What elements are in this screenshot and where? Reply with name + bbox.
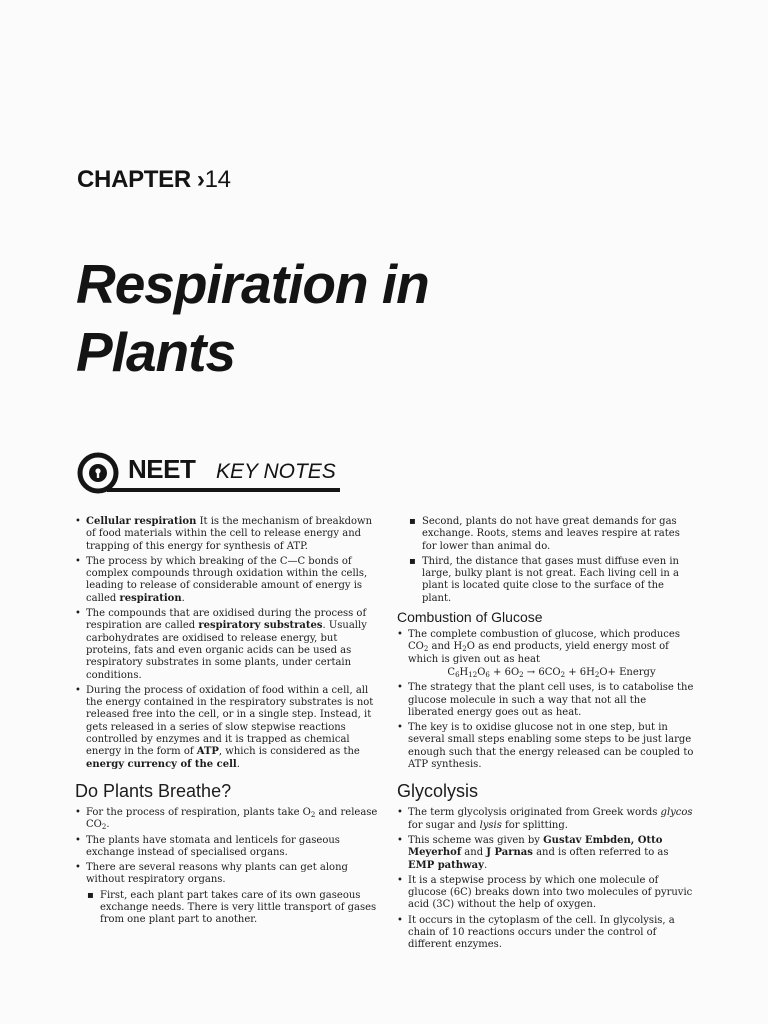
section-heading-glycolysis: Glycolysis	[397, 781, 479, 802]
sub-list-item: ▪ Third, the distance that gases must diffuse even in large, bulky plant is not great. Each living cell in a plant is located quite close to the surface of the plant.	[397, 556, 695, 605]
neet-key-notes-banner	[76, 451, 344, 497]
list-item: • It is a stepwise process by which one molecule of glucose (6C) breaks down into two molecules of pyruvic acid (3C) without the help of oxygen.	[397, 875, 695, 912]
neet-label: NEET	[128, 454, 196, 484]
list-item: • This scheme was given by Gustav Embden, Otto Meyerhof and J Parnas and is often referred to as EMP pathway.	[397, 835, 695, 872]
list-item: • For the process of respiration, plants take $O_2$ and release $CO_2$.	[75, 807, 380, 832]
sub-list-item: ▪ First, each plant part takes care of its own gaseous exchange needs. There is very little transport of gases from one plant part to another.	[75, 890, 380, 927]
list-item: • The process by which breaking of the C—C bonds of complex compounds through oxidation within the cells, leading to release of considerable amount of energy is called respiration.	[75, 556, 380, 605]
section-heading-breathe: Do Plants Breathe?	[75, 780, 232, 801]
list-item: • The key is to oxidise glucose not in one step, but in several small steps enabling some steps to be just large enough such that the energy released can be coupled to ATP synthesis.	[397, 722, 695, 771]
list-item: • During the process of oxidation of food within a cell, all the energy contained in the respiratory substrates is not released free into the cell, or in a single step. Instead, it gets released in a series of slow stepwise reactions controlled by enzymes and it is trapped as chemical energy in the form of ATP, which is considered as the energy currency of the cell.	[75, 685, 380, 771]
glucose-combustion-equation: $C_6H_{12}O_6 + 6O_2 \to 6CO_2 + 6H_2O+$ Energy	[447, 666, 656, 679]
list-item: • Cellular respiration It is the mechanism of breakdown of food materials within the cell to release energy and trapping of this energy for synthesis of ATP.	[75, 516, 380, 553]
list-item: • There are several reasons why plants can get along without respiratory organs.	[75, 862, 380, 887]
right-column	[397, 516, 695, 955]
list-item: • It occurs in the cytoplasm of the cell. In glycolysis, a chain of 10 reactions occurs under the control of different enzymes.	[397, 915, 695, 952]
page-title: Respiration in Plants	[76, 253, 429, 383]
list-item: • The complete combustion of glucose, which produces $CO_2$ and $H_2O$ as end products, yield energy most of which is given out as heat $C_6H_{12}O_6 + 6O_2 \to 6CO_2 + 6H_2O+$ Energy	[397, 629, 695, 679]
list-item: • The term glycolysis originated from Greek words glycos for sugar and lysis for splitting.	[397, 807, 695, 832]
sub-list-item: ▪ Second, plants do not have great demands for gas exchange. Roots, stems and leaves respire at rates for lower than animal do.	[397, 516, 695, 553]
section-heading-combustion: Combustion of Glucose	[397, 609, 543, 626]
chapter-label: CHAPTER ›14	[77, 166, 231, 193]
list-item: • The strategy that the plant cell uses, is to catabolise the glucose molecule in such a way that not all the liberated energy goes out as heat.	[397, 682, 695, 719]
list-item: • The plants have stomata and lenticels for gaseous exchange instead of specialised organs.	[75, 835, 380, 860]
key-notes-label: KEY NOTES	[216, 460, 336, 483]
left-column	[75, 516, 380, 930]
list-item: • The compounds that are oxidised during the process of respiration are called respiratory substrates. Usually carbohydrates are oxidised to release energy, but proteins, fats and even organic acids can be used as respiratory substrates in some plants, under certain conditions.	[75, 608, 380, 682]
